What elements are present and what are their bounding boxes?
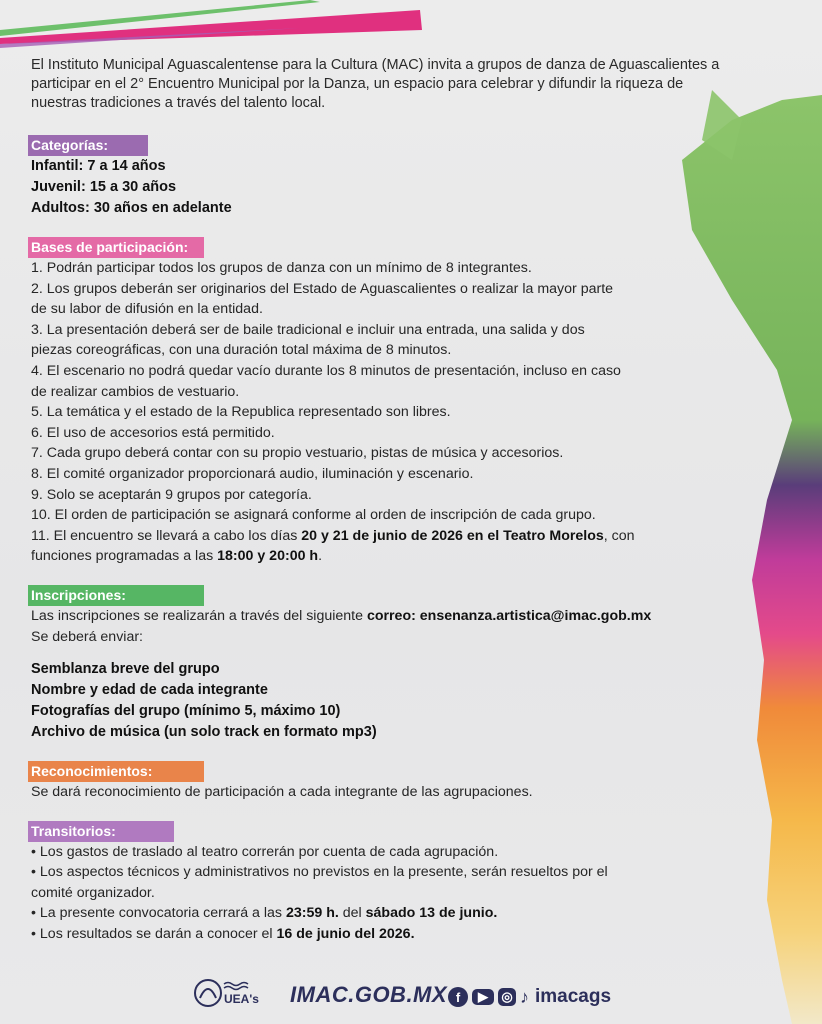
rule-line: 9. Solo se aceptarán 9 grupos por categoría.: [31, 486, 312, 503]
category-item: Juvenil: 15 a 30 años: [31, 179, 177, 195]
transitory-line: • Los aspectos técnicos y administrativos no previstos en la presente, serán resueltos por el: [31, 864, 608, 881]
section-header-categorias: Categorías:: [28, 135, 148, 156]
footer: [192, 974, 632, 1014]
rule-line-11-cont: funciones programadas a las 18:00 y 20:00 h.: [31, 548, 323, 565]
requirement-item: Nombre y edad de cada integrante: [31, 682, 268, 699]
registration-line: Se deberá enviar:: [31, 628, 143, 645]
social-links: [448, 986, 611, 1008]
intro-paragraph: El Instituto Municipal Aguascalentense para la Cultura (MAC) invita a grupos de danza de Aguascalientes a participar en el 2° Encuentro Municipal por la Danza, un espacio para celebrar y difundir la riqueza de nuestras tradiciones a través del talento local.: [31, 57, 720, 111]
rule-line: 10. El orden de participación se asignará conforme al orden de inscripción de cada grupo.: [31, 507, 596, 524]
requirement-item: Archivo de música (un solo track en formato mp3): [31, 724, 377, 741]
rule-line: 7. Cada grupo deberá contar con su propio vestuario, pistas de música y accesorios.: [31, 445, 564, 462]
rule-line: 2. Los grupos deberán ser originarios del Estado de Aguascalientes o realizar la mayor parte: [31, 280, 614, 297]
transitory-line: • Los resultados se darán a conocer el 16 de junio del 2026.: [31, 926, 415, 943]
section-bases: [31, 237, 731, 567]
rule-line: 5. La temática y el estado de la Republica representado son libres.: [31, 404, 451, 421]
email-link[interactable]: correo: ensenanza.artistica@imac.gob.mx: [366, 607, 652, 624]
section-inscripciones: [31, 585, 731, 743]
section-header-inscripciones: Inscripciones:: [28, 585, 204, 606]
rule-line-11: 11. El encuentro se llevará a cabo los días 20 y 21 de junio de 2026 en el Teatro Morelos, con: [31, 527, 635, 544]
main-content: [31, 56, 731, 963]
uea-logo: [192, 976, 272, 1010]
category-item: Infantil: 7 a 14 años: [31, 158, 166, 174]
uea-logo-text: UEA's: [224, 992, 259, 1006]
section-reconocimientos: [31, 761, 731, 803]
section-header-reconocimientos: Reconocimientos:: [28, 761, 204, 782]
youtube-icon[interactable]: ▶: [472, 989, 494, 1005]
rule-line: piezas coreográficas, con una duración total máxima de 8 minutos.: [31, 342, 452, 359]
transitory-line: • Los gastos de traslado al teatro correrán por cuenta de cada agrupación.: [31, 843, 499, 860]
rule-line: 8. El comité organizador proporcionará audio, iluminación y escenario.: [31, 465, 474, 482]
rule-line: de su labor de difusión en la entidad.: [31, 301, 263, 318]
instagram-icon[interactable]: ◎: [498, 988, 516, 1006]
rule-line: 3. La presentación deberá ser de baile tradicional e incluir una entrada, una salida y dos: [31, 321, 585, 338]
top-decoration: [0, 0, 430, 50]
section-categorias: [31, 135, 731, 219]
rule-line: de realizar cambios de vestuario.: [31, 383, 240, 400]
transitory-line: • La presente convocatoria cerrará a las 23:59 h. del sábado 13 de junio.: [31, 905, 498, 922]
website-link[interactable]: IMAC.GOB.MX: [290, 982, 448, 1007]
registration-line: Las inscripciones se realizarán a través del siguiente correo: ensenanza.artistica@imac.gob.mx: [31, 607, 652, 624]
rule-line: 4. El escenario no podrá quedar vacío durante los 8 minutos de presentación, incluso en caso: [31, 362, 621, 379]
facebook-icon[interactable]: f: [448, 987, 468, 1007]
category-item: Adultos: 30 años en adelante: [31, 200, 232, 216]
section-transitorios: [31, 821, 731, 945]
requirement-item: Fotografías del grupo (mínimo 5, máximo 10): [31, 703, 341, 720]
section-header-transitorios: Transitorios:: [28, 821, 174, 842]
requirement-item: Semblanza breve del grupo: [31, 661, 220, 678]
transitory-line: comité organizador.: [31, 884, 155, 901]
tiktok-icon[interactable]: ♪: [520, 986, 529, 1007]
rule-line: 6. El uso de accesorios está permitido.: [31, 424, 275, 441]
section-header-bases: Bases de participación:: [28, 237, 204, 258]
recognition-text: Se dará reconocimiento de participación a cada integrante de las agrupaciones.: [31, 784, 533, 801]
social-handle: imacags: [535, 986, 612, 1007]
rule-line: 1. Podrán participar todos los grupos de danza con un mínimo de 8 integrantes.: [31, 260, 532, 276]
